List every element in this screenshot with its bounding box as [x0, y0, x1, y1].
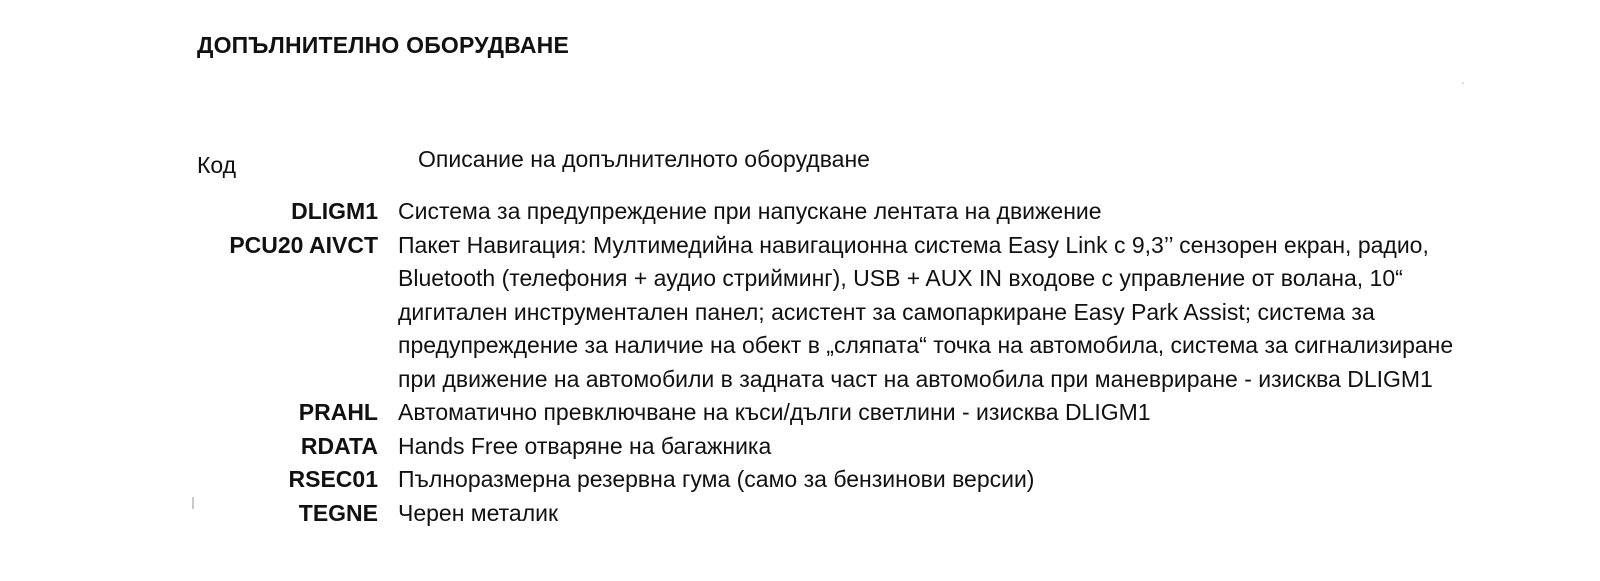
- equipment-row: [180, 229, 1580, 397]
- equipment-row: [180, 396, 1580, 430]
- equipment-row: [180, 497, 1580, 531]
- equipment-code: RSEC01: [288, 466, 378, 492]
- equipment-row: [180, 463, 1580, 497]
- equipment-row: [180, 430, 1580, 464]
- equipment-description: Система за предупреждение при напускане лентата на движение: [398, 198, 1102, 224]
- equipment-description: Пакет Навигация: Мултимедийна навигационна система Easy Link с 9,3’’ сензорен екран, радио, Bluetooth (телефония + аудио стрийминг), USB + AUX IN входове с управление от волана, 10“ дигитален инструментален панел; асистент за самопаркиране Easy Park Assist; система за предупреждение за наличие на обект в „сляпата“ точка на автомобила, система за сигнализиране при движение на автомобили в задната част на автомобила при маневриране - изисква DLIGM1: [398, 231, 1454, 392]
- scan-speck: [192, 497, 194, 509]
- equipment-description: Пълноразмерна резервна гума (само за бензинови версии): [398, 466, 1035, 492]
- description-column-header: Описание на допълнителното оборудване: [418, 146, 870, 172]
- equipment-list: [180, 195, 1580, 530]
- code-column-header: Код: [197, 152, 237, 178]
- equipment-description: Автоматично превключване на къси/дълги светлини - изисква DLIGM1: [398, 399, 1151, 425]
- scan-dot: [1462, 82, 1464, 84]
- document-title: ДОПЪЛНИТЕЛНО ОБОРУДВАНЕ: [197, 32, 570, 58]
- equipment-description: Hands Free отваряне на багажника: [398, 432, 772, 459]
- equipment-row: [180, 195, 1580, 229]
- equipment-code: PCU20 AIVCT: [229, 231, 378, 258]
- equipment-code: TEGNE: [298, 499, 378, 526]
- equipment-code: PRAHL: [298, 399, 378, 425]
- equipment-code: DLIGM1: [291, 198, 378, 224]
- equipment-code: RDATA: [300, 432, 378, 459]
- equipment-description: Черен металик: [398, 499, 559, 526]
